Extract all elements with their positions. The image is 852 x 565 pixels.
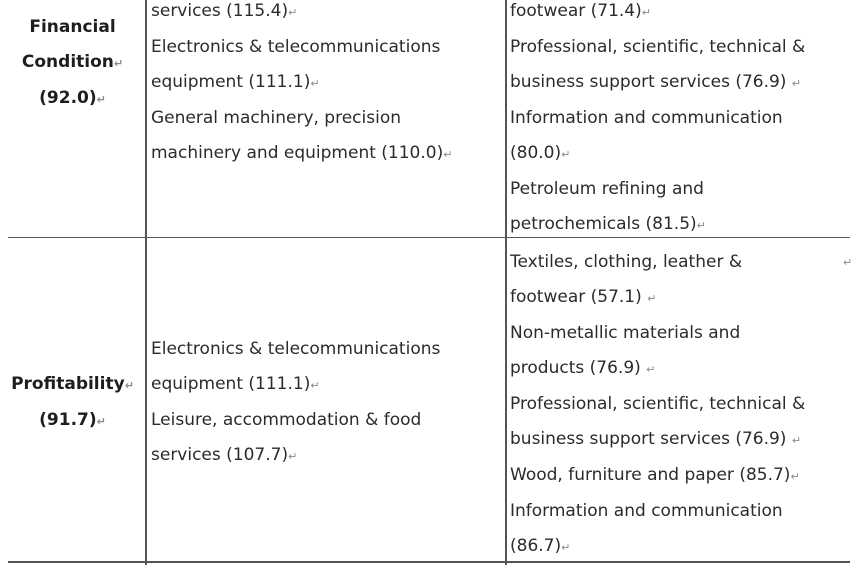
cell-line: footwear (57.1) ↵ [510, 287, 657, 307]
cell-lower-industries-financial [510, 0, 845, 243]
cell-line: services (115.4)↵ [151, 1, 298, 21]
cell-line: Electronics & telecommunications [151, 37, 441, 57]
cell-line: Professional, scientific, technical & [510, 394, 806, 414]
cell-line: business support services (76.9) ↵ [510, 429, 802, 449]
cell-lower-industries-profitability [510, 245, 845, 565]
cell-line: products (76.9) ↵ [510, 358, 656, 378]
column-divider [145, 0, 147, 565]
paragraph-mark: ↵ [843, 256, 852, 269]
cell-line: (80.0)↵ [510, 143, 571, 163]
row-label-line: (91.7)↵ [39, 410, 106, 430]
row-label-profitability [0, 367, 145, 439]
row-label-line: Financial [29, 17, 116, 37]
row-divider [8, 237, 850, 238]
row-label-financial-condition [0, 10, 145, 117]
cell-line: Wood, furniture and paper (85.7)↵ [510, 465, 800, 485]
cell-line: Electronics & telecommunications [151, 339, 441, 359]
cell-line: Professional, scientific, technical & [510, 37, 806, 57]
cell-line: business support services (76.9) ↵ [510, 72, 802, 92]
cell-line: Non-metallic materials and [510, 323, 741, 343]
table-row-financial-condition [0, 0, 850, 238]
cell-line: petrochemicals (81.5)↵ [510, 214, 706, 234]
cell-line: services (107.7)↵ [151, 445, 298, 465]
cell-line: (86.7)↵ [510, 536, 571, 556]
cell-line: General machinery, precision [151, 108, 402, 128]
cell-line: Leisure, accommodation & food [151, 410, 422, 430]
cell-higher-industries-financial [151, 0, 501, 172]
cell-line: equipment (111.1)↵ [151, 72, 320, 92]
cell-line: equipment (111.1)↵ [151, 374, 320, 394]
table-row-profitability [0, 238, 850, 562]
cell-higher-industries-profitability [151, 332, 501, 474]
row-label-line: Condition↵ [21, 52, 124, 72]
cell-line: Petroleum refining and [510, 179, 704, 199]
cell-line: Information and communication [510, 501, 783, 521]
row-label-line: Profitability↵ [11, 374, 134, 394]
table-bottom-border [8, 561, 850, 563]
cell-line: Information and communication [510, 108, 783, 128]
column-divider [505, 0, 507, 565]
cell-line: footwear (71.4)↵ [510, 1, 651, 21]
row-label-line: (92.0)↵ [39, 88, 106, 108]
cell-line: machinery and equipment (110.0)↵ [151, 143, 453, 163]
cell-line: Textiles, clothing, leather & [510, 252, 743, 272]
